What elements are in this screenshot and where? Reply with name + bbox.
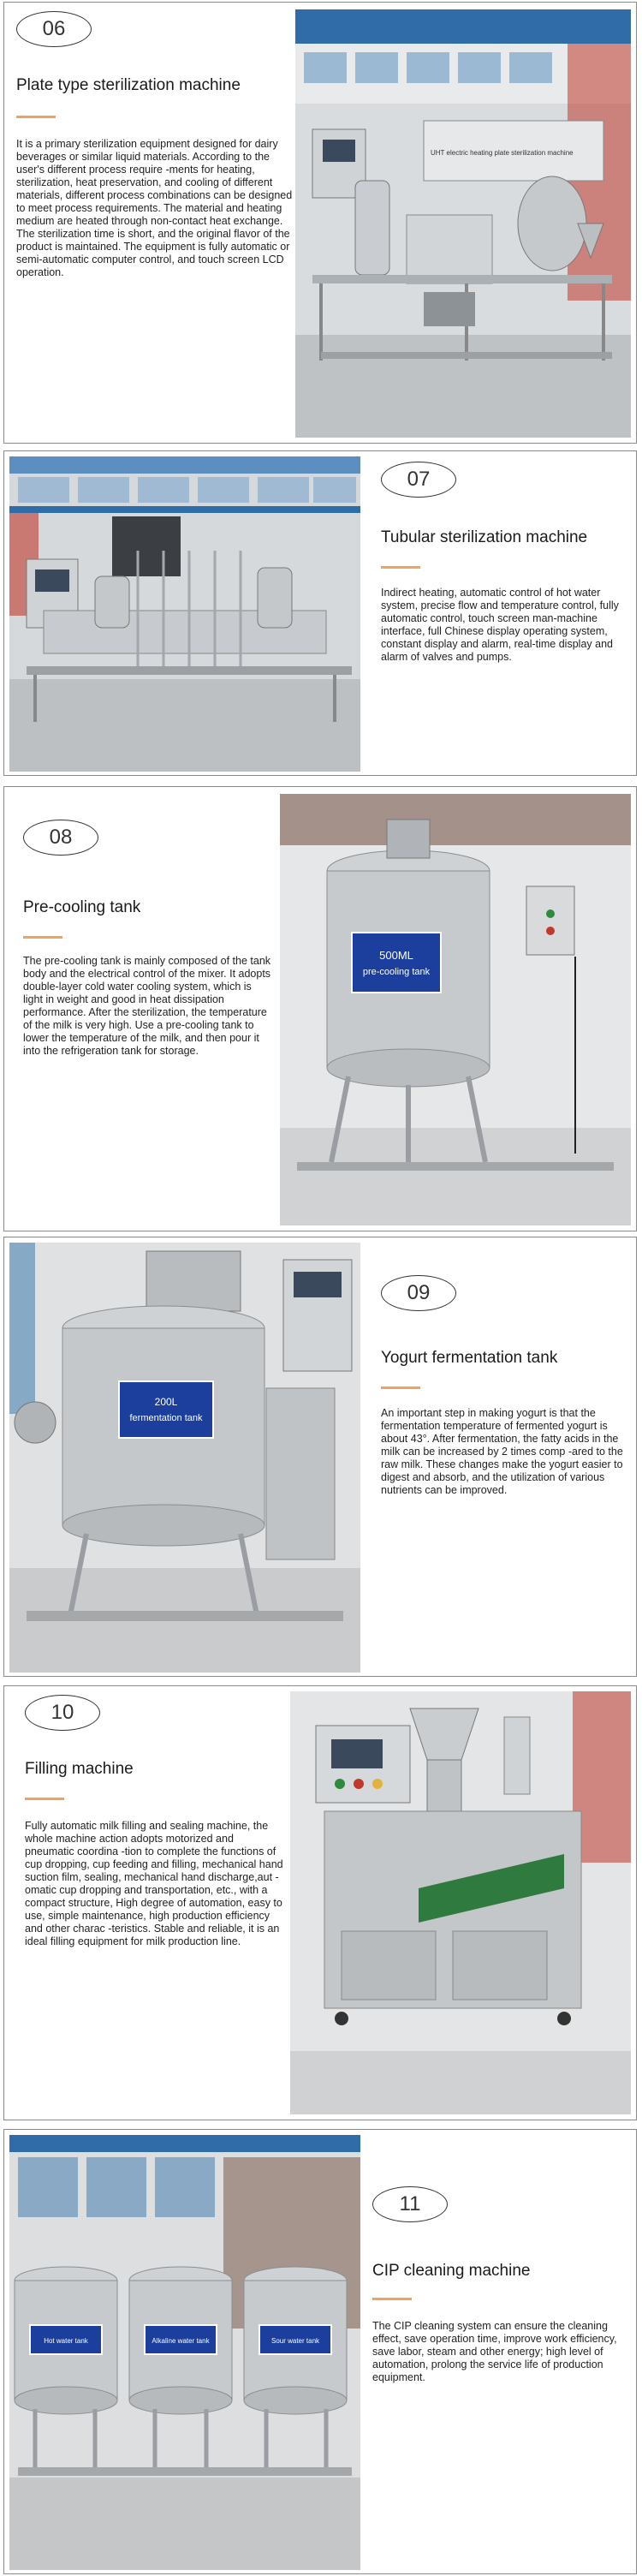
section-number-badge: 07	[381, 462, 456, 498]
product-photo	[280, 794, 631, 1225]
tank-capacity-label: 500ML	[379, 949, 413, 962]
title-accent-line	[381, 566, 420, 569]
product-photo	[295, 9, 631, 438]
section-title: Filling machine	[25, 1760, 134, 1778]
section-filling-machine	[3, 1685, 637, 2120]
section-number-badge: 06	[16, 11, 92, 47]
section-description: An important step in making yogurt is that the fermentation temperature of fermented yogurt is about 43°. After fermentation, the fatty acids in the milk can be increased by 2 times comp -ared to the raw milk. These changes make the yogurt easier to digest and absorb, and the utilization of various nutrients can be improved.	[381, 1407, 623, 1496]
tank-capacity-label: 200L	[154, 1396, 178, 1408]
section-title: Plate type sterilization machine	[16, 76, 241, 94]
section-number-badge: 10	[25, 1695, 100, 1731]
photo-machine-label: UHT electric heating plate sterilization machine	[431, 149, 574, 157]
alkaline-water-tank-label: Alkaline water tank	[152, 2337, 210, 2345]
product-photo	[290, 1691, 631, 2114]
sour-water-tank-label: Sour water tank	[270, 2337, 320, 2345]
title-accent-line	[381, 1386, 420, 1389]
hot-water-tank-label: Hot water tank	[44, 2337, 88, 2345]
tank-name-label: fermentation tank	[129, 1413, 203, 1423]
title-accent-line	[372, 2298, 412, 2300]
section-number-badge: 08	[23, 820, 98, 856]
title-accent-line	[23, 936, 62, 939]
section-description: The CIP cleaning system can ensure the cleaning effect, save operation time, improve work efficiency, save labor, steam and other energy; high level of automation, prolong the service life of production equipment.	[372, 2320, 617, 2383]
section-title: Tubular sterilization machine	[381, 528, 588, 546]
tank-name-label: pre-cooling tank	[362, 967, 431, 977]
section-number-badge: 09	[381, 1275, 456, 1311]
section-description: The pre-cooling tank is mainly composed of the tank body and the electrical control of the mixer. It adopts double-layer cold water cooling system, which is light in weight and good in heat dissipation performance. After the sterilization, the temperature of the milk is very high. Use a pre-cooling tank to lower the temperature of the milk, and then pour it into the refrigeration tank for storage.	[23, 955, 271, 1057]
section-number-badge: 11	[372, 2186, 448, 2222]
product-photo	[9, 2135, 360, 2570]
section-description: Indirect heating, automatic control of hot water system, precise flow and temperature control, fully automatic control, touch screen man-machine interface, full Chinese display operating system, constant display and alarm, real-time display and alarm of valves and pumps.	[381, 587, 619, 663]
section-description: It is a primary sterilization equipment designed for dairy beverages or similar liquid materials. According to the user's different process require -ments for heating, sterilization, heat preservation, and cooling of different materials, different process combinations can be designed to meet process requirements. The material and heating medium are heated through non-contact heat exchange. The sterilization time is short, and the original flavor of the product is maintained. The equipment is fully automatic or semi-automatic computer control, and touch screen LCD operation.	[16, 138, 293, 278]
title-accent-line	[16, 116, 56, 118]
section-pre-cooling-tank	[3, 786, 637, 1231]
section-description: Fully automatic milk filling and sealing machine, the whole machine action adopts motorized and pneumatic coordina -tion to complete the functions of cup dropping, cup feeding and filling, mechanical hand suction film, sealing, mechanical hand discharge,aut -omatic cup dropping and transportation, etc., with a compact structure, High degree of automation, easy to use, simple maintenance, high production efficiency and other charac -teristics. Stable and reliable, it is an ideal filling equipment for milk production line.	[25, 1820, 283, 1947]
section-title: CIP cleaning machine	[372, 2262, 531, 2280]
product-photo	[9, 1243, 360, 1673]
section-plate-sterilization	[3, 2, 637, 444]
section-yogurt-fermentation	[3, 1237, 637, 1677]
title-accent-line	[25, 1798, 64, 1800]
section-cip-cleaning	[3, 2129, 637, 2574]
section-tubular-sterilization	[3, 450, 637, 776]
product-photo	[9, 456, 360, 772]
section-title: Pre-cooling tank	[23, 898, 141, 916]
section-title: Yogurt fermentation tank	[381, 1349, 558, 1367]
